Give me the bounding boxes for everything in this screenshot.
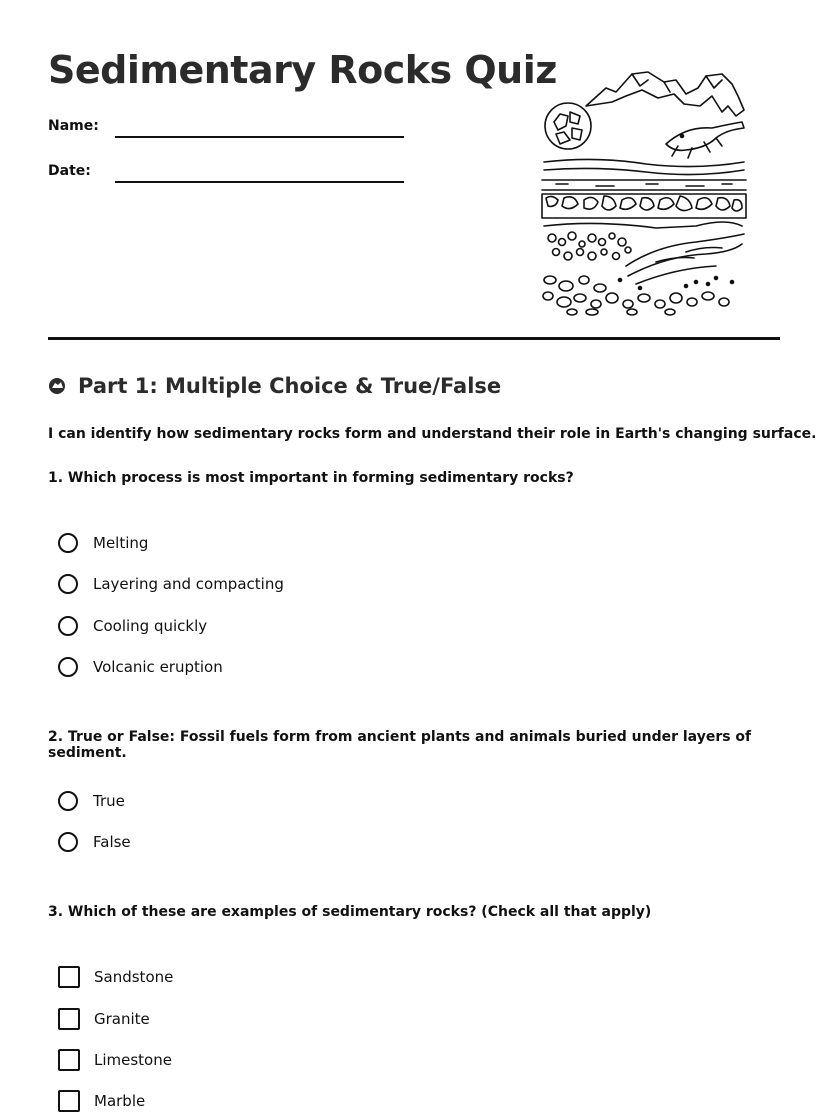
radio-button[interactable] [58,791,78,811]
checkbox[interactable] [58,1090,80,1112]
date-label: Date: [48,163,91,179]
q1-option-layering[interactable] [58,574,284,594]
rock-icon [48,377,66,395]
checkbox[interactable] [58,1008,80,1030]
radio-button[interactable] [58,657,78,677]
option-label: Sandstone [94,968,174,986]
radio-button[interactable] [58,616,78,636]
q2-option-true[interactable] [58,791,125,811]
option-label: False [93,833,131,851]
option-label: Limestone [94,1051,172,1069]
q1-option-volcanic[interactable] [58,657,223,677]
radio-button[interactable] [58,533,78,553]
q3-option-granite[interactable] [58,1008,150,1030]
option-label: True [93,792,125,810]
option-label: Layering and compacting [93,575,284,593]
option-label: Volcanic eruption [93,658,223,676]
radio-button[interactable] [58,832,78,852]
question-3: 3. Which of these are examples of sedimentary rocks? (Check all that apply) [48,904,652,920]
part1-heading [48,374,501,398]
option-label: Marble [94,1092,146,1110]
name-line[interactable] [115,135,404,138]
option-label: Cooling quickly [93,617,208,635]
q1-option-cooling[interactable] [58,616,207,636]
q3-option-limestone[interactable] [58,1049,172,1071]
date-line[interactable] [115,180,404,183]
checkbox[interactable] [58,966,80,988]
name-field[interactable] [48,118,404,134]
date-field[interactable] [48,163,404,179]
sediment-layers-illustration [536,66,750,316]
page-title: Sedimentary Rocks Quiz [48,48,557,92]
question-2: 2. True or False: Fossil fuels form from ancient plants and animals buried under layers of sediment. [48,729,752,761]
divider [48,337,780,340]
learning-objective: I can identify how sedimentary rocks form and understand their role in Earth's changing surface. [48,426,817,442]
option-label: Granite [94,1010,150,1028]
q3-option-marble[interactable] [58,1090,145,1112]
q1-option-melting[interactable] [58,533,148,553]
option-label: Melting [93,534,149,552]
name-label: Name: [48,118,99,134]
part1-heading-text: Part 1: Multiple Choice & True/False [78,374,502,398]
checkbox[interactable] [58,1049,80,1071]
radio-button[interactable] [58,574,78,594]
question-1: 1. Which process is most important in forming sedimentary rocks? [48,470,574,486]
q2-option-false[interactable] [58,832,131,852]
q3-option-sandstone[interactable] [58,966,173,988]
